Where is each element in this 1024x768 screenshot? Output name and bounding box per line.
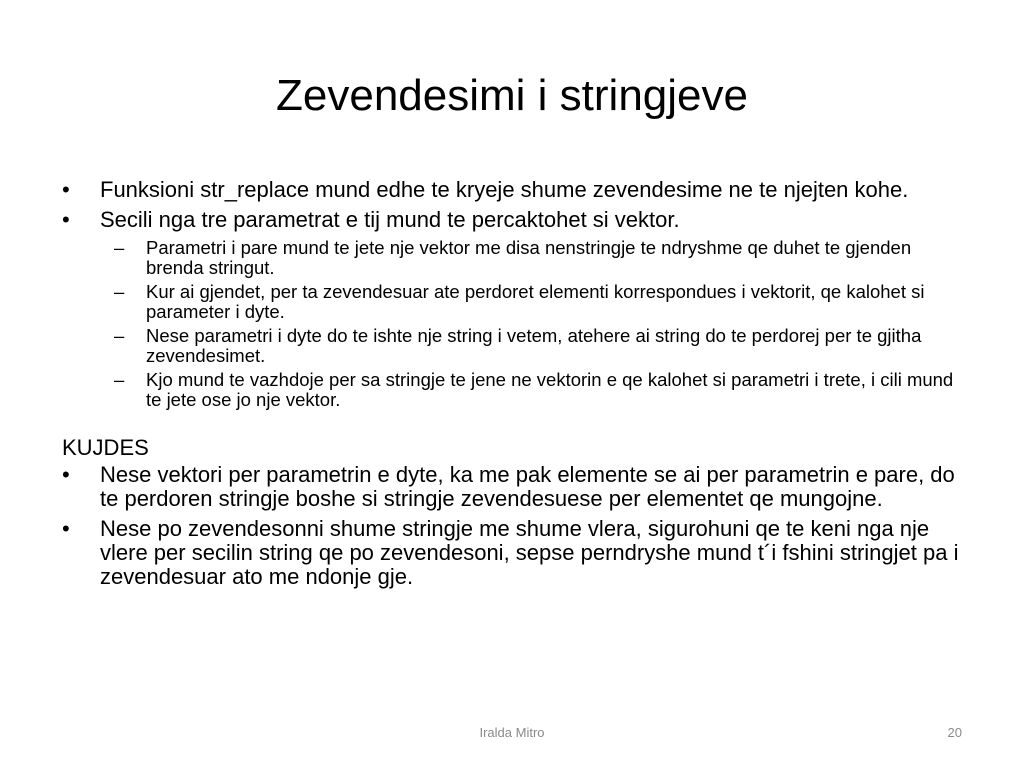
bullet-marker: • — [62, 207, 70, 232]
bullet-text: Secili nga tre parametrat e tij mund te percaktohet si vektor. — [100, 207, 680, 232]
caution-bullet-text: Nese vektori per parametrin e dyte, ka me pak elemente se ai per parametrin e pare, do te perdoren stringje boshe si stringje zevendesuese per elementet qe mungojne. — [100, 462, 955, 511]
sub-bullet-marker: – — [114, 325, 125, 346]
sub-bullet-marker: – — [114, 237, 125, 258]
footer-page-number: 20 — [947, 725, 962, 740]
bullet-marker: • — [62, 516, 70, 541]
caution-bullet-item — [62, 517, 972, 589]
sub-bullet-text: Kur ai gjendet, per ta zevendesuar ate perdoret elementi korrespondues i vektorit, qe kalohet si parameter i dyte. — [146, 281, 925, 322]
caution-label: KUJDES — [62, 435, 149, 460]
sub-bullet-item — [62, 282, 972, 322]
sub-bullet-text: Parametri i pare mund te jete nje vektor me disa nenstringje te ndryshme qe duhet te gjenden brenda stringut. — [146, 237, 912, 278]
sub-bullet-item — [62, 238, 972, 278]
bullet-marker: • — [62, 177, 70, 202]
sub-bullet-item — [62, 370, 972, 410]
sub-bullet-marker: – — [114, 369, 125, 390]
sub-bullet-item — [62, 326, 972, 366]
caution-bullet-item — [62, 463, 972, 511]
slide-title: Zevendesimi i stringjeve — [276, 71, 748, 120]
bullet-item — [62, 178, 972, 202]
caution-bullet-text: Nese po zevendesonni shume stringje me shume vlera, sigurohuni qe te keni nga nje vlere per secilin string qe po zevendesoni, sepse perndryshe mund t´i fshini stringjet pa i zevendesuar ato me ndonje gje. — [100, 516, 959, 589]
slide-body — [62, 178, 972, 595]
footer-author: Iralda Mitro — [479, 725, 545, 740]
bullet-text: Funksioni str_replace mund edhe te kryeje shume zevendesime ne te njejten kohe. — [100, 177, 909, 202]
sub-bullet-marker: – — [114, 281, 125, 302]
bullet-marker: • — [62, 462, 70, 487]
sub-bullet-text: Nese parametri i dyte do te ishte nje string i vetem, atehere ai string do te perdorej per te gjitha zevendesimet. — [146, 325, 922, 366]
sub-bullet-text: Kjo mund te vazhdoje per sa stringje te jene ne vektorin e qe kalohet si parametri i trete, i cili mund te jete ose jo nje vektor. — [146, 369, 954, 410]
bullet-item — [62, 208, 972, 232]
